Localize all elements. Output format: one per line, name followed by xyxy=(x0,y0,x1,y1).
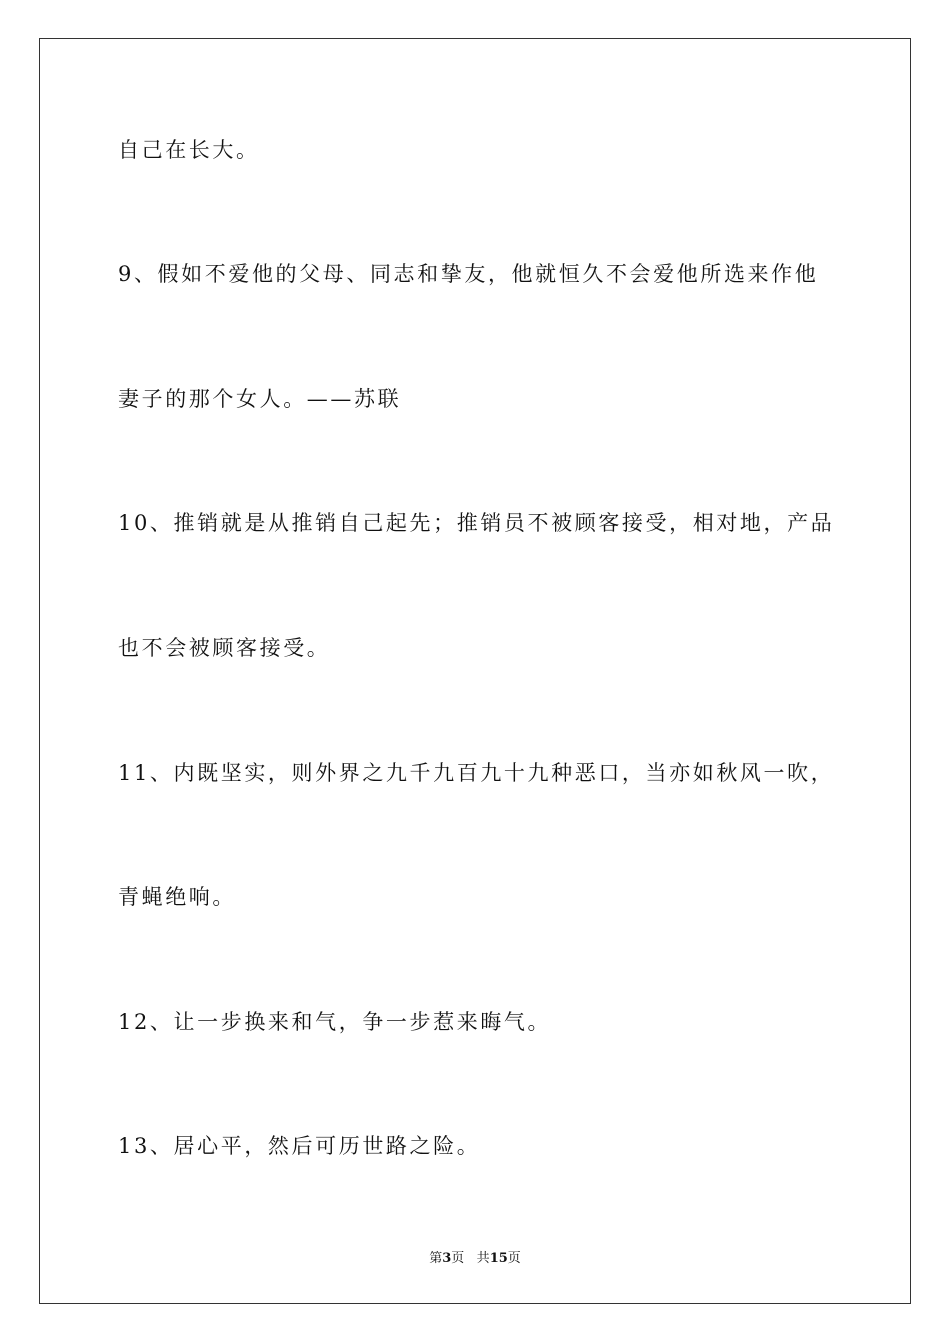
text-line: 10、推销就是从推销自己起先；推销员不被顾客接受，相对地，产品 xyxy=(118,511,835,535)
text-line: 11、内既坚实，则外界之九千九百九十九种恶口，当亦如秋风一吹， xyxy=(118,761,835,785)
text-line: 13、居心平，然后可历世路之险。 xyxy=(118,1134,481,1158)
page-frame xyxy=(39,38,911,1304)
total-suffix: 页 xyxy=(507,1251,521,1266)
text-line: 12、让一步换来和气，争一步惹来晦气。 xyxy=(118,1010,552,1034)
text-line: 妻子的那个女人。——苏联 xyxy=(118,387,402,411)
text-line: 自己在长大。 xyxy=(118,138,260,162)
page-suffix: 页 xyxy=(451,1251,465,1266)
page-footer xyxy=(0,1247,950,1266)
total-pages: 15 xyxy=(489,1251,508,1266)
text-line: 青蝇绝响。 xyxy=(118,885,236,909)
text-line: 也不会被顾客接受。 xyxy=(118,636,331,660)
text-line: 9、假如不爱他的父母、同志和挚友，他就恒久不会爱他所选来作他 xyxy=(118,262,819,286)
page-prefix: 第 xyxy=(429,1251,443,1266)
total-prefix: 共 xyxy=(476,1251,490,1266)
page-number: 3 xyxy=(442,1251,452,1266)
